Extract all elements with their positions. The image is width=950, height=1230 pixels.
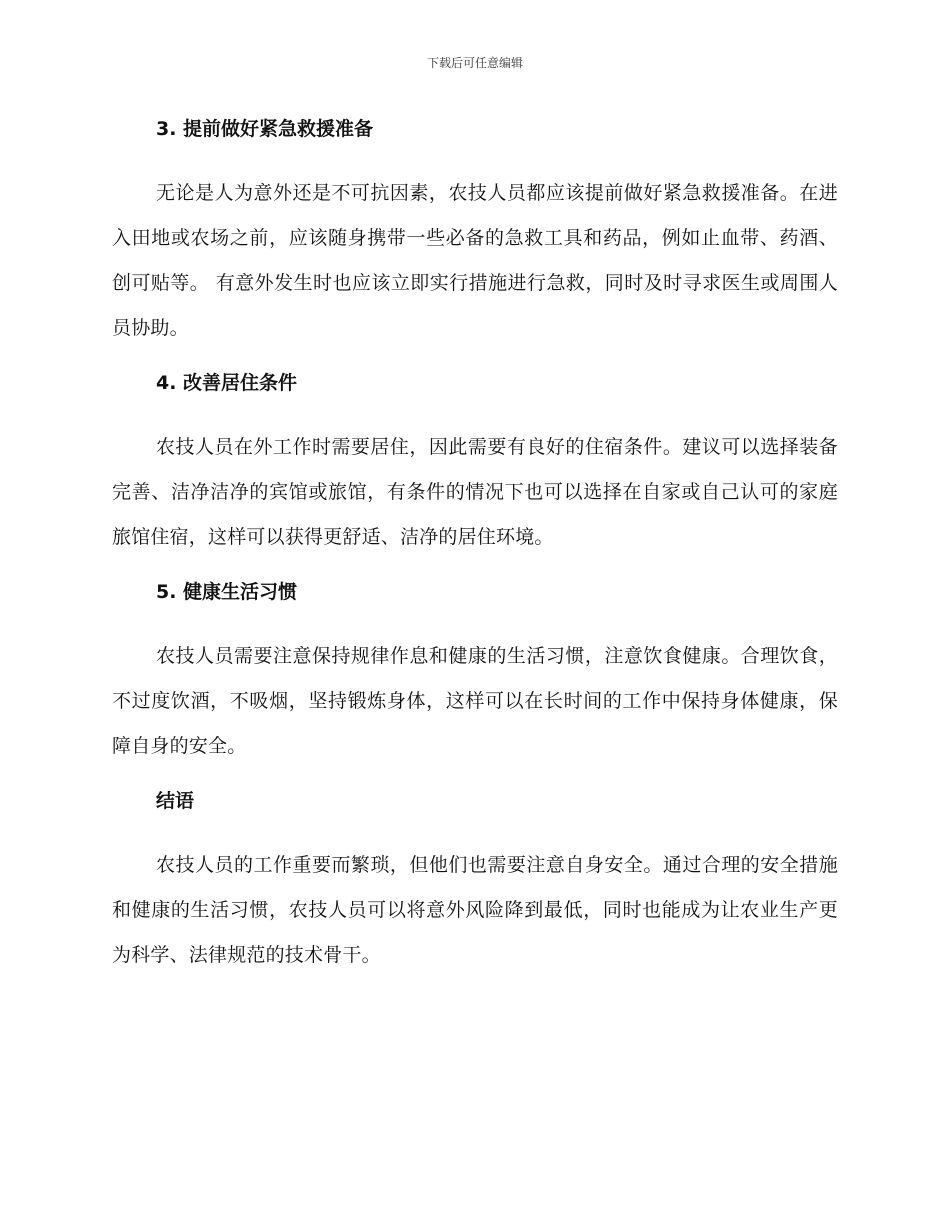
section-paragraph-living-conditions: 农技人员在外工作时需要居住，因此需要有良好的住宿条件。建议可以选择装备完善、洁净洁净的宾馆或旅馆，有条件的情况下也可以选择在自家或自己认可的家庭旅馆住宿，这样可以获得更舒适、洁净的居住环境。 bbox=[112, 436, 838, 548]
section-paragraph-emergency-prep: 无论是人为意外还是不可抗因素，农技人员都应该提前做好紧急救援准备。在进入田地或农场之前，应该随身携带一些必备的急救工具和药品，例如止血带、药酒、创可贴等。 有意外发生时也应该立即实行措施进行急救，同时及时寻求医生或周围人员协助。 bbox=[112, 182, 838, 339]
document-body bbox=[112, 114, 838, 978]
section-paragraph-conclusion: 农技人员的工作重要而繁琐，但他们也需要注意自身安全。通过合理的安全措施和健康的生活习惯，农技人员可以将意外风险降到最低，同时也能成为让农业生产更为科学、法律规范的技术骨干。 bbox=[112, 854, 838, 966]
section-heading-healthy-habits: 5. 健康生活习惯 bbox=[156, 581, 298, 603]
section-heading-living-conditions: 4. 改善居住条件 bbox=[156, 372, 298, 394]
section-heading-conclusion: 结语 bbox=[156, 790, 195, 812]
section-paragraph-healthy-habits: 农技人员需要注意保持规律作息和健康的生活习惯，注意饮食健康。合理饮食，不过度饮酒，不吸烟，坚持锻炼身体，这样可以在长时间的工作中保持身体健康，保障自身的安全。 bbox=[112, 645, 838, 757]
page-header: 下载后可任意编辑 bbox=[426, 56, 523, 70]
section-heading-emergency-prep: 3. 提前做好紧急救援准备 bbox=[156, 118, 374, 140]
